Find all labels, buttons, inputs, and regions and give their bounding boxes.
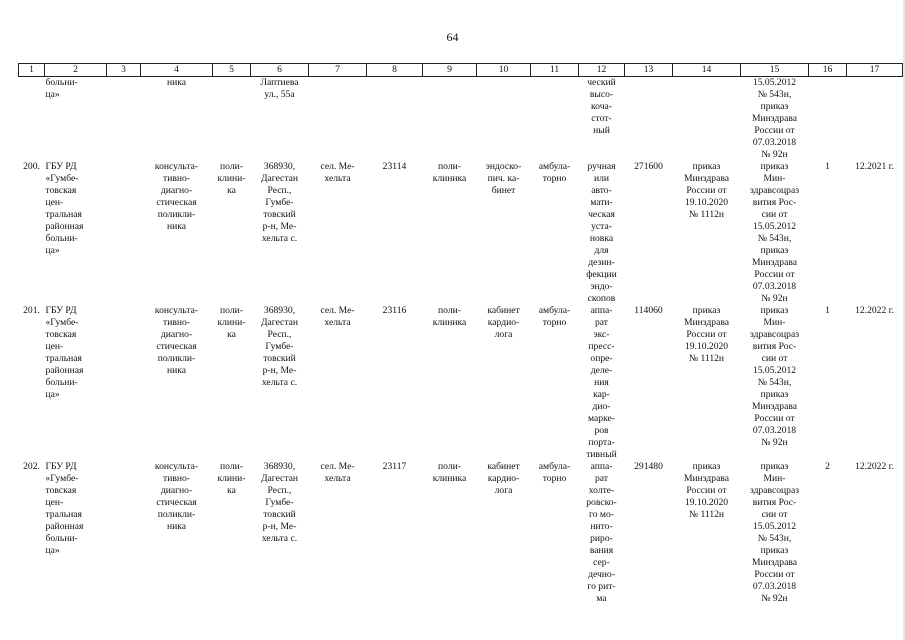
cell-facility-kind (213, 77, 251, 162)
cell-address: 368930, Дагестан Респ., Гумбе- товский р-н, Ме- хельта с. (260, 461, 299, 544)
cell-order-ref: приказ Минздрава России от 19.10.2020 № 1112н (683, 305, 729, 364)
cell-code: 23114 (382, 161, 407, 172)
cell-equipment: ческий высо- коча- стот- ный (587, 77, 616, 136)
cell-address: 368930, Дагестан Респ., Гумбе- товский р-н, Ме- хельта с. (260, 161, 299, 244)
cell-organization: больни- ца» (45, 77, 78, 100)
cell-room (477, 77, 531, 162)
cell-standard-ref: приказ Мин- здравсоцраз вития Рос- сии от 15.05.2012 № 543н, приказ Минздрава России от 07.03.2018 № 92н (749, 161, 800, 304)
cell-date: 12.2022 г. (855, 305, 894, 316)
cell-room: кабинет кардио- лога (487, 461, 520, 496)
cell-col3 (107, 305, 141, 461)
column-header: 5 (213, 64, 251, 77)
cell-address: 368930, Дагестан Респ., Гумбе- товский р-н, Ме- хельта с. (260, 305, 299, 388)
cell-quantity (809, 77, 847, 162)
column-header: 1 (19, 64, 45, 77)
cell-number: 200. (23, 161, 40, 172)
cell-number: 201. (23, 305, 40, 316)
column-header: 14 (673, 64, 741, 77)
table-row (19, 161, 903, 305)
cell-standard-ref: приказ Мин- здравсоцраз вития Рос- сии от 15.05.2012 № 543н, приказ Минздрава России от 07.03.2018 № 92н (749, 305, 800, 448)
column-header: 9 (423, 64, 477, 77)
cell-standard-ref: 15.05.2012 № 543н, приказ Минздрава России от 07.03.2018 № 92н (751, 77, 797, 160)
column-header: 16 (809, 64, 847, 77)
column-header: 7 (309, 64, 367, 77)
column-header: 17 (847, 64, 903, 77)
page-number: 64 (446, 30, 459, 44)
column-header: 12 (579, 64, 625, 77)
cell-price (625, 77, 673, 162)
cell-code: 23117 (382, 461, 407, 472)
column-header: 11 (531, 64, 579, 77)
cell-unit-type: консульта- тивно- диагно- стическая поликли- ника (154, 461, 199, 532)
cell-code: 23116 (382, 305, 407, 316)
cell-organization: ГБУ РД «Гумбе- товская цен- тральная районная больни- ца» (45, 305, 84, 400)
cell-care-mode: амбула- торно (538, 461, 571, 484)
cell-quantity: 1 (825, 305, 830, 316)
cell-order-ref: приказ Минздрава России от 19.10.2020 № 1112н (683, 161, 729, 220)
cell-order-ref (673, 77, 741, 162)
cell-price: 291480 (634, 461, 663, 472)
cell-locality: сел. Ме- хельта (320, 461, 355, 484)
cell-equipment: ручная или авто- мати- ческая уста- новка для дезин- фекции эндо- скопов (586, 161, 617, 304)
cell-locality: сел. Ме- хельта (320, 161, 355, 184)
cell-room: кабинет кардио- лога (487, 305, 520, 340)
column-header: 4 (141, 64, 213, 77)
cell-locality (309, 77, 367, 162)
column-header: 3 (107, 64, 141, 77)
cell-room: эндоско- пич. ка- бинет (485, 161, 522, 196)
cell-order-ref: приказ Минздрава России от 19.10.2020 № 1112н (683, 461, 729, 520)
column-header: 6 (251, 64, 309, 77)
cell-price: 271600 (634, 161, 663, 172)
equipment-table (18, 63, 903, 609)
cell-standard-ref: приказ Мин- здравсоцраз вития Рос- сии от 15.05.2012 № 543н, приказ Минздрава России от 07.03.2018 № 92н (749, 461, 800, 604)
cell-department: поли- клиника (432, 161, 467, 184)
cell-quantity: 2 (825, 461, 830, 472)
cell-date (847, 77, 903, 162)
cell-department: поли- клиника (432, 461, 467, 484)
cell-col3 (107, 77, 141, 162)
cell-department (423, 77, 477, 162)
cell-unit-type: консульта- тивно- диагно- стическая поликли- ника (154, 161, 199, 232)
cell-code (367, 77, 423, 162)
cell-facility-kind: поли- клини- ка (217, 461, 246, 496)
cell-care-mode: амбула- торно (538, 161, 571, 184)
cell-care-mode: амбула- торно (538, 305, 571, 328)
cell-unit-type: консульта- тивно- диагно- стическая поликли- ника (154, 305, 199, 376)
cell-facility-kind: поли- клини- ка (217, 161, 246, 196)
cell-department: поли- клиника (432, 305, 467, 328)
cell-equipment: аппа- рат экс- пресс- опре- деле- ния кар- дио- марке- ров порта- тивный (586, 305, 617, 460)
cell-number: 202. (23, 461, 40, 472)
cell-quantity: 1 (825, 161, 830, 172)
cell-organization: ГБУ РД «Гумбе- товская цен- тральная районная больни- ца» (45, 461, 84, 556)
cell-number (19, 77, 45, 162)
cell-care-mode (531, 77, 579, 162)
cell-date: 12.2021 г. (855, 161, 894, 172)
cell-col3 (107, 161, 141, 305)
cell-organization: ГБУ РД «Гумбе- товская цен- тральная районная больни- ца» (45, 161, 84, 256)
table-row (19, 305, 903, 461)
column-header: 15 (741, 64, 809, 77)
column-header: 2 (45, 64, 107, 77)
cell-col3 (107, 461, 141, 609)
cell-price: 114060 (634, 305, 663, 316)
cell-facility-kind: поли- клини- ка (217, 305, 246, 340)
cell-equipment: аппа- рат холте- ровско- го мо- нито- риро- вания сер- дечно- го рит- ма (586, 461, 617, 604)
header-row (19, 64, 903, 77)
column-header: 10 (477, 64, 531, 77)
column-header: 8 (367, 64, 423, 77)
cell-locality: сел. Ме- хельта (320, 305, 355, 328)
cell-unit-type: ника (166, 77, 187, 88)
cell-date: 12.2022 г. (855, 461, 894, 472)
column-header: 13 (625, 64, 673, 77)
table-row (19, 461, 903, 609)
continuation-row (19, 77, 903, 162)
cell-address: Лаптиева ул., 55а (260, 77, 299, 100)
